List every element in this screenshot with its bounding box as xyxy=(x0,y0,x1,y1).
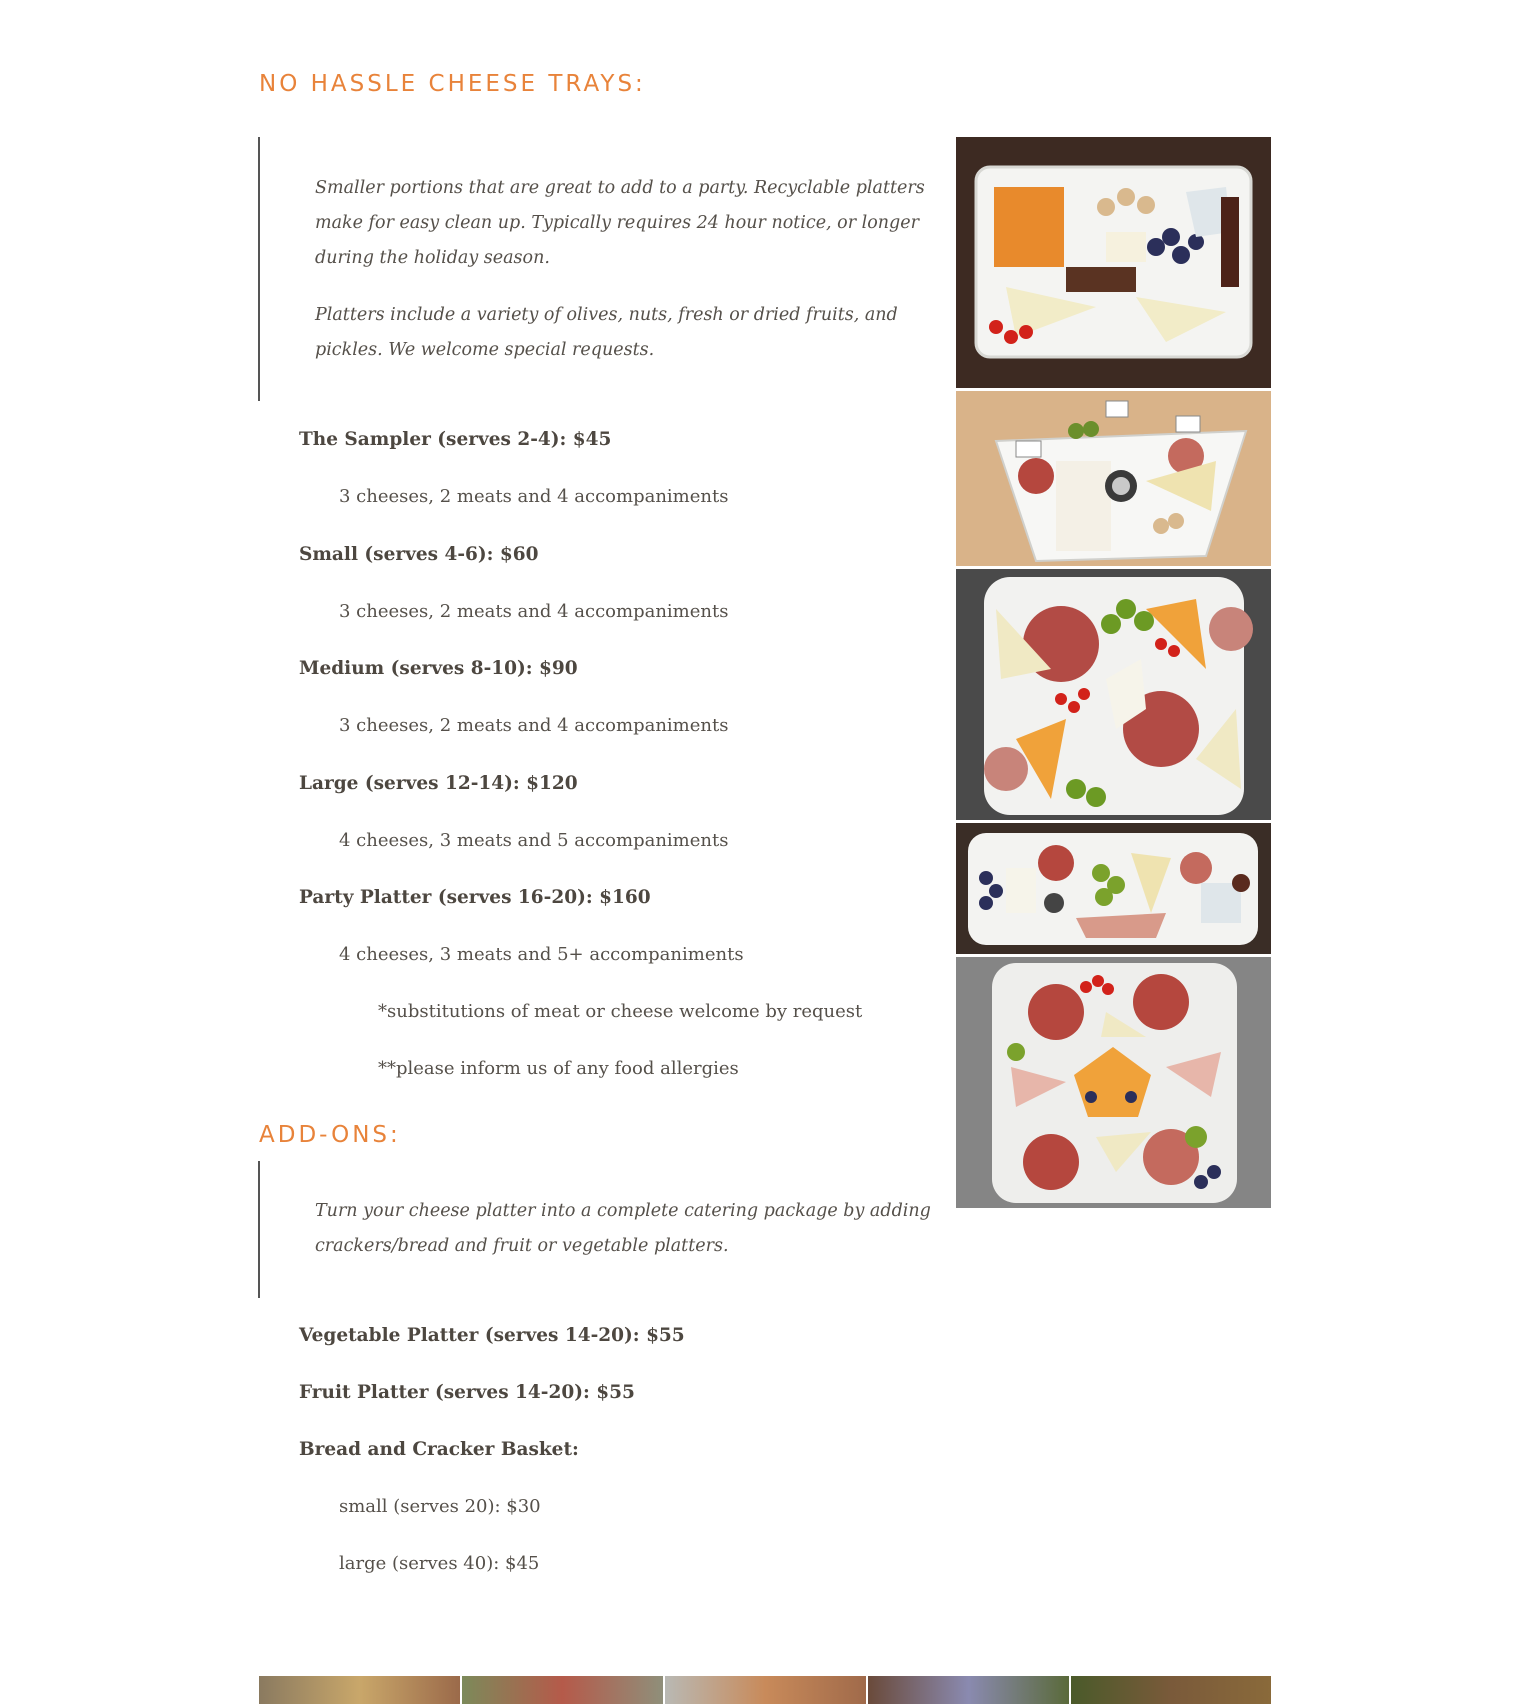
tray-item-desc: 3 cheeses, 2 meats and 4 accompaniments xyxy=(339,486,729,507)
platter-photo[interactable] xyxy=(956,823,1271,954)
basket-option: large (serves 40): $45 xyxy=(339,1553,540,1574)
photo-gallery-strip xyxy=(259,1676,1271,1704)
tray-item-title: Small (serves 4-6): $60 xyxy=(299,544,539,565)
addon-item-title: Bread and Cracker Basket: xyxy=(299,1439,579,1460)
allergy-note: **please inform us of any food allergies xyxy=(378,1058,739,1079)
tray-item-desc: 3 cheeses, 2 meats and 4 accompaniments xyxy=(339,715,729,736)
trays-heading: NO HASSLE CHEESE TRAYS: xyxy=(259,71,646,97)
addon-item-title: Vegetable Platter (serves 14-20): $55 xyxy=(299,1325,685,1346)
addons-intro-quote xyxy=(258,1161,938,1298)
tray-item-desc: 4 cheeses, 3 meats and 5 accompaniments xyxy=(339,830,729,851)
trays-intro-paragraph-2: Platters include a variety of olives, nuts, fresh or dried fruits, and pickles. We welcome special requests. xyxy=(315,305,898,360)
platter-photo[interactable] xyxy=(956,569,1271,820)
gallery-thumbnail[interactable] xyxy=(259,1676,460,1704)
substitution-note: *substitutions of meat or cheese welcome by request xyxy=(378,1001,863,1022)
tray-item-title: The Sampler (serves 2-4): $45 xyxy=(299,429,612,450)
gallery-thumbnail[interactable] xyxy=(665,1676,866,1704)
gallery-thumbnail[interactable] xyxy=(868,1676,1069,1704)
gallery-thumbnail[interactable] xyxy=(462,1676,663,1704)
addons-intro-paragraph: Turn your cheese platter into a complete catering package by adding crackers/bread and fruit or vegetable platters. xyxy=(315,1201,931,1256)
trays-intro-quote xyxy=(258,137,938,401)
trays-intro-paragraph-1: Smaller portions that are great to add to a party. Recyclable platters make for easy clean up. Typically requires 24 hour notice, or longer during the holiday season. xyxy=(315,178,925,268)
platter-photo[interactable] xyxy=(956,391,1271,566)
tray-item-title: Large (serves 12-14): $120 xyxy=(299,773,578,794)
platter-photo[interactable] xyxy=(956,957,1271,1208)
tray-item-title: Medium (serves 8-10): $90 xyxy=(299,658,578,679)
gallery-thumbnail[interactable] xyxy=(1071,1676,1271,1704)
addon-item-title: Fruit Platter (serves 14-20): $55 xyxy=(299,1382,635,1403)
tray-item-desc: 4 cheeses, 3 meats and 5+ accompaniments xyxy=(339,944,744,965)
basket-option: small (serves 20): $30 xyxy=(339,1496,541,1517)
platter-photo[interactable] xyxy=(956,137,1271,388)
tray-item-title: Party Platter (serves 16-20): $160 xyxy=(299,887,651,908)
addons-heading: ADD-ONS: xyxy=(259,1122,401,1148)
tray-item-desc: 3 cheeses, 2 meats and 4 accompaniments xyxy=(339,601,729,622)
